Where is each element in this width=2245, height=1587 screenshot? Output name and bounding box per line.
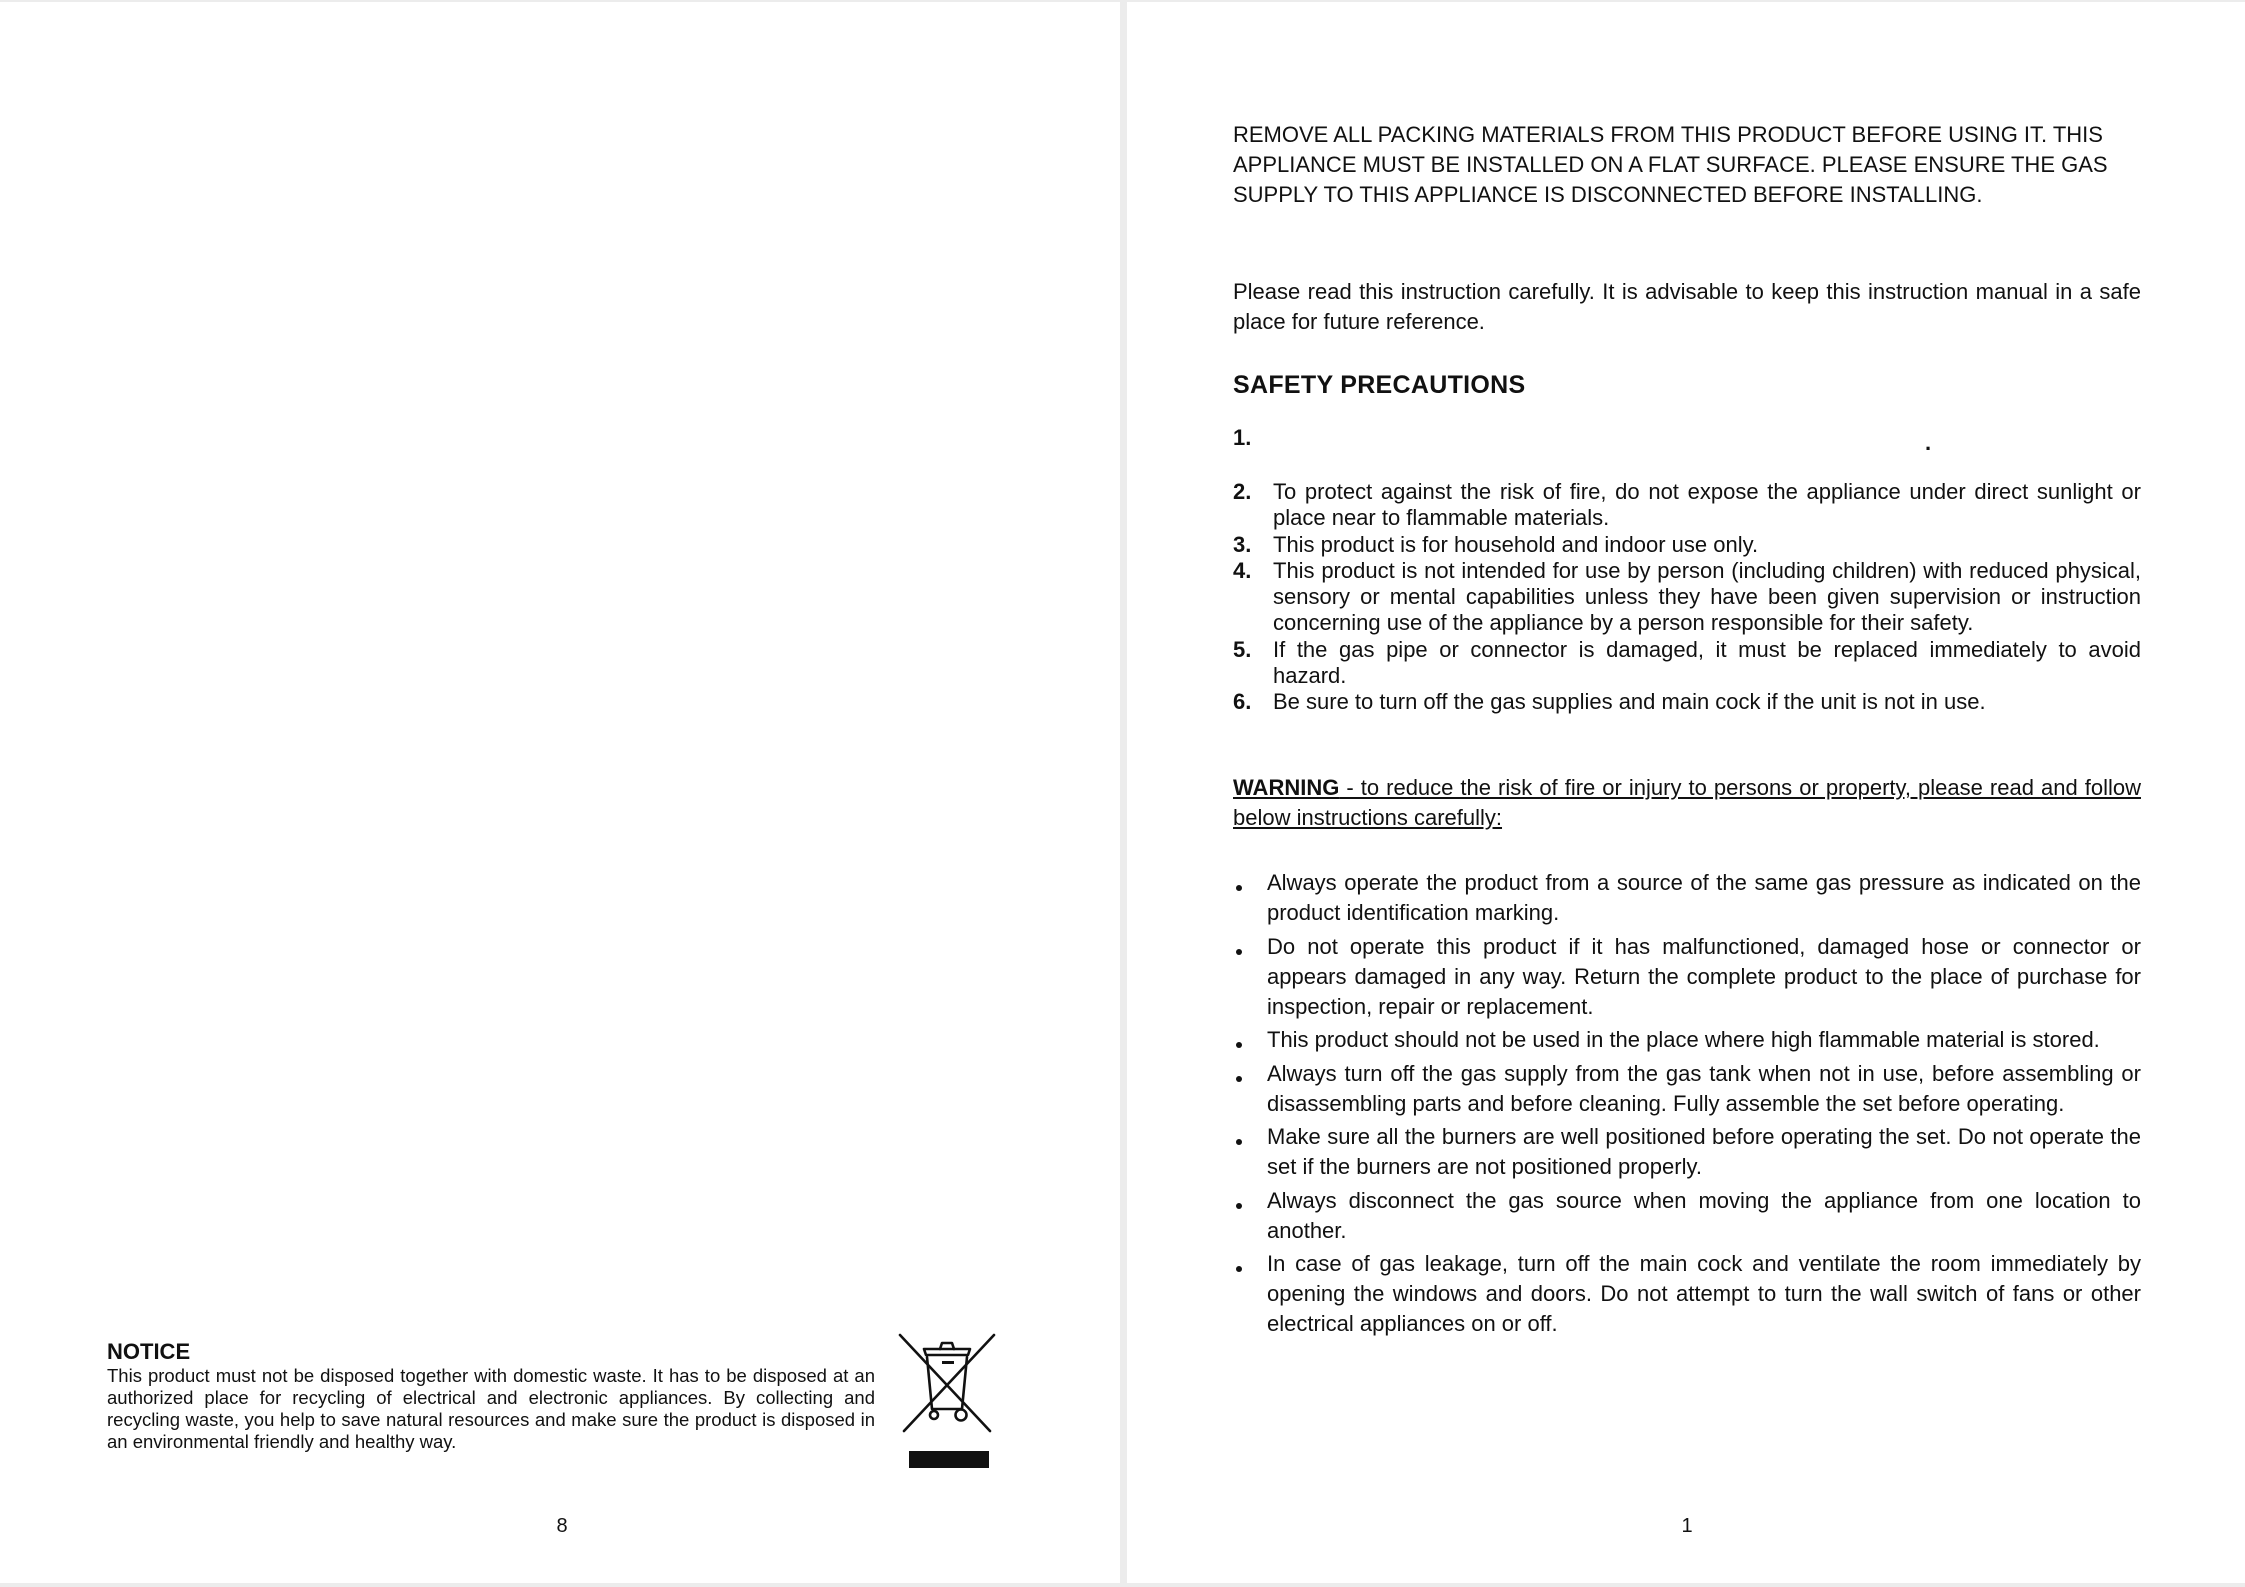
item-number: 3. (1233, 531, 1252, 557)
item-number: 1. (1233, 425, 1252, 450)
manual-page-right (1127, 2, 2245, 1583)
safety-precautions-heading: SAFETY PRECAUTIONS (1233, 371, 1526, 399)
manual-page-left (0, 2, 1120, 1583)
safety-precautions-list (1233, 425, 2141, 716)
item-text: This product is for household and indoor use only. (1273, 531, 1759, 557)
item-number: 6. (1233, 689, 1252, 715)
warning-statement (1233, 773, 2141, 833)
list-item (1233, 637, 2141, 690)
notice-text: This product must not be disposed together with domestic waste. It has to be disposed at an authorized place for recycling of electrical and electronic appliances. By collecting and recycling waste, you help to save natural resources and make sure the product is disposed in an environmental friendly and healthy way. (107, 1365, 875, 1452)
list-item: Make sure all the burners are well positioned before operating the set. Do not operate the set if the burners are not positioned properly. (1233, 1122, 2141, 1182)
notice-title: NOTICE (107, 1339, 191, 1364)
item-number: 4. (1233, 557, 1252, 583)
list-item: Always operate the product from a source of the same gas pressure as indicated on the product identification marking. (1233, 868, 2141, 928)
crossed-out-wheelie-bin-icon (896, 1331, 998, 1469)
notice-section (107, 1339, 875, 1453)
warning-label: WARNING (1233, 775, 1340, 800)
list-item: Always turn off the gas supply from the gas tank when not in use, before assembling or disassembling parts and before cleaning. Fully assemble the set before operating. (1233, 1059, 2141, 1119)
list-item: In case of gas leakage, turn off the main cock and ventilate the room immediately by opening the windows and doors. Do not attempt to turn the wall switch of fans or other electrical appliances on or off. (1233, 1249, 2141, 1339)
item-text: To protect against the risk of fire, do not expose the appliance under direct sunlight or place near to flammable materials. (1273, 479, 2141, 531)
item-number: 2. (1233, 479, 1252, 504)
packing-warning-text: REMOVE ALL PACKING MATERIALS FROM THIS PRODUCT BEFORE USING IT. THIS APPLIANCE MUST BE INSTALLED ON A FLAT SURFACE. PLEASE ENSURE THE GAS SUPPLY TO THIS APPLIANCE IS DISCONNECTED BEFORE INSTALLING. (1233, 122, 2108, 207)
item-trailing-dot: . (1925, 430, 1932, 455)
read-instructions-note: Please read this instruction carefully. It is advisable to keep this instruction manual in a safe place for future reference. (1233, 279, 2141, 334)
item-text: This product is not intended for use by person (including children) with reduced physical, sensory or mental capabilities unless they have been given supervision or instruction concerning use of the appliance by a person responsible for their safety. (1273, 557, 2141, 636)
list-item: Always disconnect the gas source when moving the appliance from one location to another. (1233, 1186, 2141, 1246)
warning-text: - to reduce the risk of fire or injury to persons or property, please read and follow below instructions carefully: (1233, 775, 2141, 830)
list-item (1233, 479, 2141, 532)
list-item: Do not operate this product if it has malfunctioned, damaged hose or connector or appears damaged in any way. Return the complete product to the place of purchase for inspection, repair or replacement. (1233, 932, 2141, 1022)
page-number-left: 8 (556, 1515, 568, 1537)
page-number-right: 1 (1681, 1515, 1693, 1537)
list-item (1233, 558, 2141, 637)
list-item (1233, 425, 2141, 461)
list-item (1233, 689, 2141, 715)
warning-bullet-list (1233, 868, 2141, 1343)
list-item: This product should not be used in the place where high flammable material is stored. (1233, 1025, 2141, 1055)
item-number: 5. (1233, 636, 1252, 662)
item-text: Be sure to turn off the gas supplies and main cock if the unit is not in use. (1273, 689, 1986, 715)
list-item (1233, 532, 2141, 558)
item-text: If the gas pipe or connector is damaged, it must be replaced immediately to avoid hazard. (1273, 636, 2141, 689)
